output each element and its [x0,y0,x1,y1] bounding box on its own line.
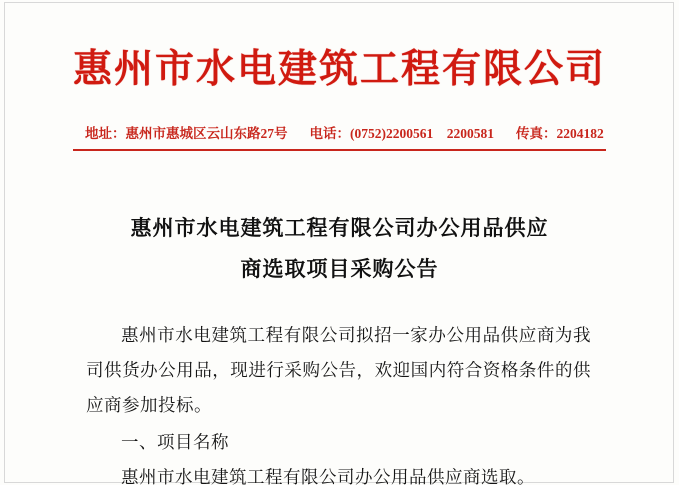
phone-value: (0752)2200561 2200581 [350,126,494,141]
fax-label: 传真： [516,126,557,141]
letterhead-divider [73,149,606,151]
document-body [86,318,591,497]
document-title-line-2: 商选取项目采购公告 [240,256,439,281]
section-heading-project-name: 一、项目名称 [121,432,229,452]
fax-value: 2204182 [556,126,604,141]
address-value: 惠州市惠城区云山东路27号 [125,126,288,141]
paragraph-project-name: 惠州市水电建筑工程有限公司办公用品供应商选取。 [121,467,535,487]
address-label: 地址： [85,126,126,141]
letterhead [0,48,679,93]
document-title [90,208,589,290]
document-title-line-1: 惠州市水电建筑工程有限公司办公用品供应 [130,216,549,240]
paragraph-intro: 惠州市水电建筑工程有限公司拟招一家办公用品供应商为我司供货办公用品，现进行采购公告，欢迎国内符合资格条件的供应商参加投标。 [86,325,591,415]
contact-info-line [85,122,604,142]
company-name: 惠州市水电建筑工程有限公司 [72,48,606,91]
phone-label: 电话： [309,126,350,141]
